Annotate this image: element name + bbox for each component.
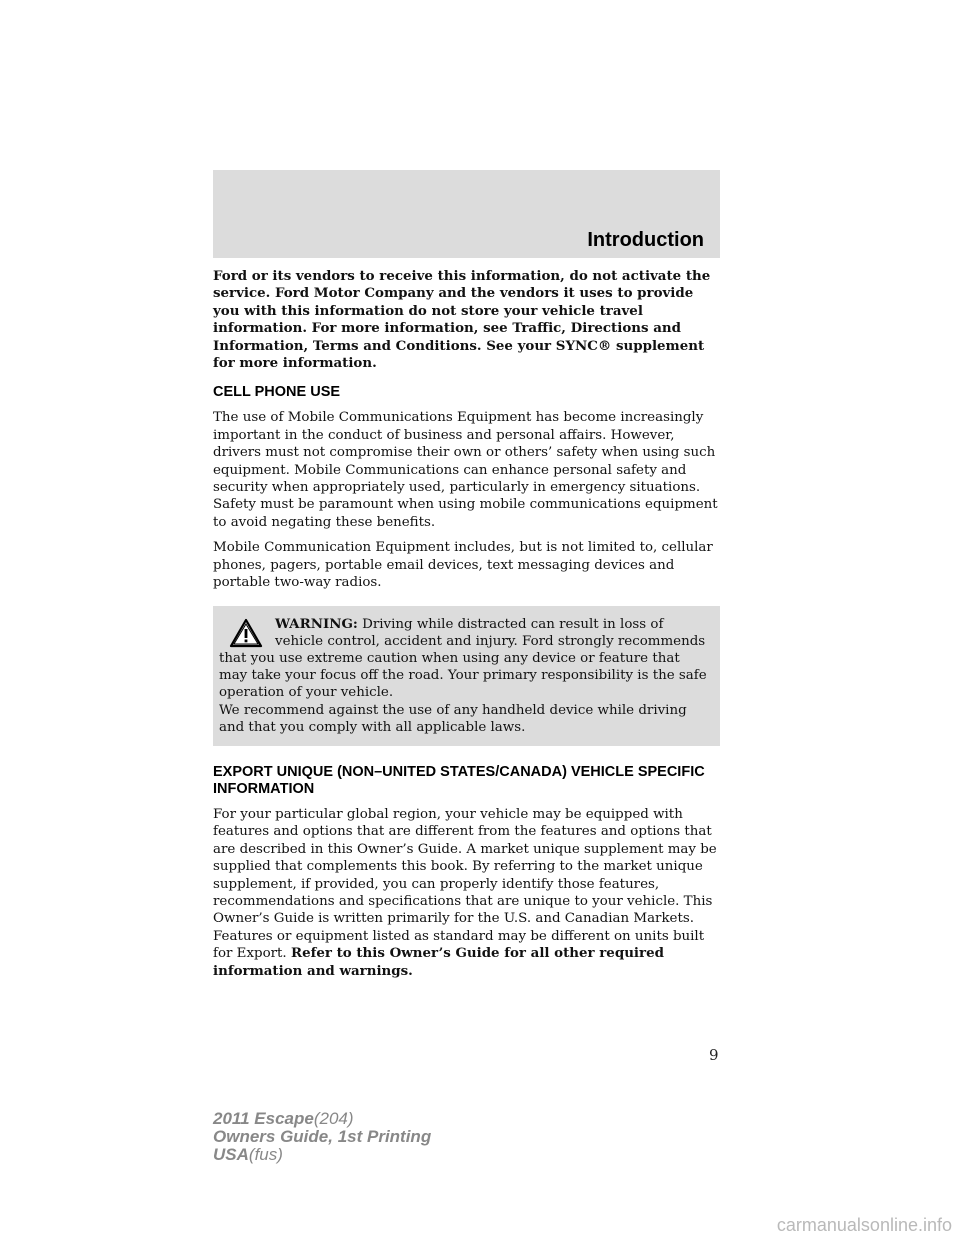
warning-text: Driving while distracted can result in loss of vehicle control, accident and injury. Ford strongly recommends that you use extreme caution when using any device or feature that may take your focus off the road. Your primary responsibility is the safe operation of your vehicle. bbox=[219, 616, 707, 701]
section-title: Introduction bbox=[587, 229, 704, 251]
page-number: 9 bbox=[709, 1046, 719, 1064]
warning-triangle-icon bbox=[229, 618, 263, 648]
footer-market: USA bbox=[213, 1145, 249, 1164]
cell-phone-paragraph-2: Mobile Communication Equipment includes, but is not limited to, cellular phones, pagers, portable email devices, text messaging devices and portable two-way radios. bbox=[213, 540, 713, 591]
warning-text-2: We recommend against the use of any handheld device while driving and that you comply with all applicable laws. bbox=[219, 702, 687, 735]
watermark: carmanualsonline.info bbox=[776, 1215, 952, 1235]
export-heading: EXPORT UNIQUE (NON–UNITED STATES/CANADA) VEHICLE SPECIFIC INFORMATION bbox=[213, 763, 705, 797]
cell-phone-heading: CELL PHONE USE bbox=[213, 384, 341, 401]
footer-model-code: (204) bbox=[313, 1109, 354, 1128]
footer-printing: Owners Guide, 1st Printing bbox=[213, 1127, 432, 1146]
export-paragraph-bold: Refer to this Owner’s Guide for all other required information and warnings. bbox=[213, 945, 664, 979]
export-paragraph-text: For your particular global region, your vehicle may be equipped with features and options that are different from the features and options that are described in this Owner’s Guide. A market unique supplement may be supplied that complements this book. By referring to the market unique supplement, if provided, you can properly identify those features, recommendations and specifications that are unique to your vehicle. This Owner’s Guide is written primarily for the U.S. and Canadian Markets. Features or equipment listed as standard may be different on units built for Export. bbox=[213, 806, 717, 962]
export-paragraph bbox=[213, 806, 720, 980]
page-content bbox=[213, 268, 720, 988]
intro-paragraph: Ford or its vendors to receive this information, do not activate the service. Ford Motor Company and the vendors it uses to provide you with this information do not store your vehicle travel information. For more information, see Traffic, Directions and Information, Terms and Conditions. See your SYNC® supplement for more information. bbox=[213, 268, 711, 372]
print-footer bbox=[213, 1110, 431, 1164]
cell-phone-paragraph-1: The use of Mobile Communications Equipment has become increasingly important in the conduct of business and personal affairs. However, drivers must not compromise their own or others’ safety when using such equipment. Mobile Communications can enhance personal safety and security when appropriately used, particularly in emergency situations. Safety must be paramount when using mobile communications equipment to avoid negating these benefits. bbox=[213, 410, 718, 530]
section-header-bar bbox=[213, 170, 720, 258]
footer-model: 2011 Escape bbox=[213, 1109, 314, 1128]
warning-box bbox=[213, 606, 720, 746]
warning-label: WARNING: bbox=[275, 615, 358, 632]
footer-market-code: (fus) bbox=[248, 1145, 283, 1164]
